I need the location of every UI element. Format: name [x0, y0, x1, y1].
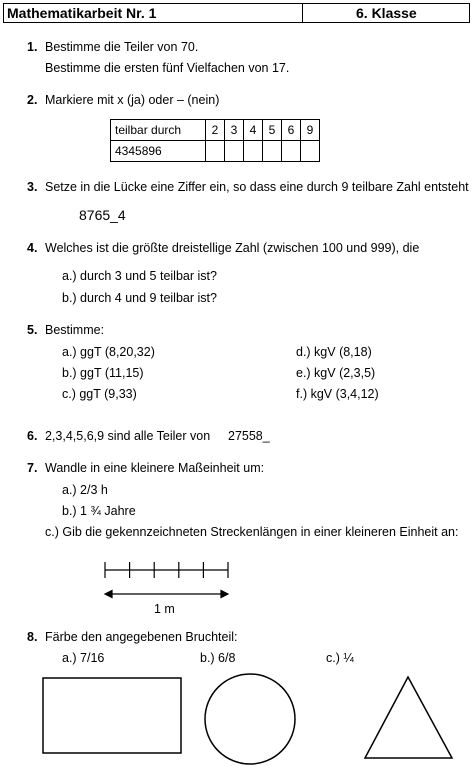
table-header-cell: 9 [301, 120, 320, 141]
task-6-number-gap: 27558_ [228, 429, 270, 443]
task-1-line-2: Bestimme die ersten fünf Vielfachen von 17. [45, 61, 290, 75]
task-4-text: Welches ist die größte dreistellige Zahl (zwischen 100 und 999), die [45, 241, 420, 255]
circle-shape[interactable] [205, 674, 295, 764]
header-divider [302, 4, 303, 22]
task-5-d: d.) kgV (8,18) [296, 345, 372, 359]
table-row-label: 4345896 [111, 141, 206, 162]
rectangle-shape[interactable] [43, 678, 181, 753]
answer-cell[interactable] [206, 141, 225, 162]
task-7-text: Wandle in eine kleinere Maßeinheit um: [45, 461, 265, 475]
task-7-c: c.) Gib die gekennzeichneten Streckenlängen in einer kleineren Einheit an: [45, 525, 459, 539]
table-header-cell: 5 [263, 120, 282, 141]
task-2-text: Markiere mit x (ja) oder – (nein) [45, 93, 220, 107]
task-1-number: 1. [27, 40, 38, 54]
task-5-b: b.) ggT (11,15) [62, 366, 144, 380]
grade-label: 6. Klasse [356, 5, 417, 21]
task-4-number: 4. [27, 241, 38, 255]
table-header-row [111, 120, 320, 141]
table-header-cell: teilbar durch [111, 120, 206, 141]
task-3-text: Setze in die Lücke eine Ziffer ein, so dass eine durch 9 teilbare Zahl entsteht [45, 180, 469, 194]
answer-cell[interactable] [301, 141, 320, 162]
task-4-b: b.) durch 4 und 9 teilbar ist? [62, 291, 217, 305]
task-5-f: f.) kgV (3,4,12) [296, 387, 379, 401]
task-5-e: e.) kgV (2,3,5) [296, 366, 376, 380]
task-5-a: a.) ggT (8,20,32) [62, 345, 155, 359]
table-header-cell: 6 [282, 120, 301, 141]
table-row [111, 141, 320, 162]
task-7-b: b.) 1 ¾ Jahre [62, 504, 136, 518]
worksheet-title: Mathematikarbeit Nr. 1 [7, 5, 157, 21]
header-box [3, 3, 470, 23]
task-8-c: c.) ¼ [326, 651, 354, 665]
task-5-number: 5. [27, 323, 38, 337]
ruler-diagram [95, 555, 240, 605]
task-1-line-1: Bestimme die Teiler von 70. [45, 40, 199, 54]
task-3-number-gap: 8765_4 [79, 207, 126, 223]
task-7-a: a.) 2/3 h [62, 483, 108, 497]
table-header-cell: 3 [225, 120, 244, 141]
divisibility-table [110, 119, 320, 162]
task-8-number: 8. [27, 630, 38, 644]
answer-cell[interactable] [282, 141, 301, 162]
task-5-c: c.) ggT (9,33) [62, 387, 137, 401]
triangle-shape[interactable] [365, 677, 452, 758]
task-7-number: 7. [27, 461, 38, 475]
answer-cell[interactable] [225, 141, 244, 162]
task-2-number: 2. [27, 93, 38, 107]
task-8-a: a.) 7/16 [62, 651, 105, 665]
task-8-b: b.) 6/8 [200, 651, 236, 665]
task-6-number: 6. [27, 429, 38, 443]
task-5-text: Bestimme: [45, 323, 105, 337]
answer-cell[interactable] [244, 141, 263, 162]
task-3-number: 3. [27, 180, 38, 194]
table-header-cell: 2 [206, 120, 225, 141]
task-6-text: 2,3,4,5,6,9 sind alle Teiler von [45, 429, 211, 443]
shapes-area [0, 670, 474, 766]
table-header-cell: 4 [244, 120, 263, 141]
ruler-label: 1 m [154, 602, 175, 616]
answer-cell[interactable] [263, 141, 282, 162]
task-4-a: a.) durch 3 und 5 teilbar ist? [62, 269, 217, 283]
ruler-scale [105, 562, 228, 578]
task-8-text: Färbe den angegebenen Bruchteil: [45, 630, 238, 644]
double-arrow-icon [105, 591, 228, 598]
